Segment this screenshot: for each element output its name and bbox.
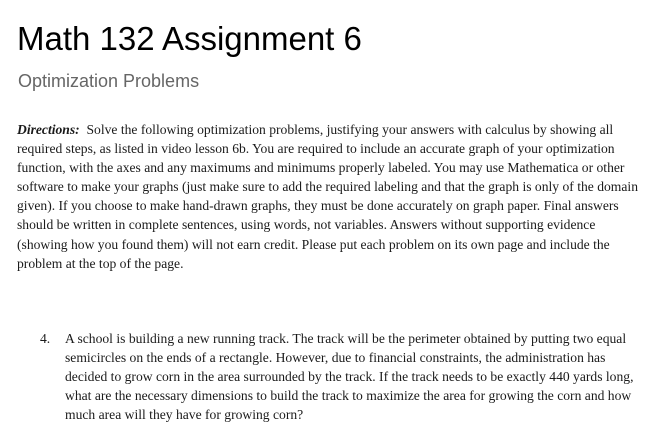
problem-text: A school is building a new running track. The track will be the perimeter obtained by putting two equal semicircles on the ends of a rectangle. However, due to financial constraints, the administration has decided to grow corn in the area surrounded by the track. If the track needs to be exactly 440 yards long, what are the necessary dimensions to build the track to maximize the area for growing the corn and how much area will they have for growing corn? [65, 331, 634, 423]
problem-number: 4. [40, 331, 51, 346]
page-title: Math 132 Assignment 6 [17, 20, 362, 57]
directions-text: Solve the following optimization problems, justifying your answers with calculus by showing all required steps, as listed in video lesson 6b. You are required to include an accurate graph of your optimization function, with the axes and any maximums and minimums properly labeled. You may use Mathematica or other software to make your graphs (just make sure to add the required labeling and that the graph is only of the domain given). If you choose to make hand-drawn graphs, they must be done accurately on graph paper. Final answers should be written in complete sentences, using words, not variables. Answers without supporting evidence (showing how you found them) will not earn credit. Please put each problem on its own page and include the problem at the top of the page. [17, 122, 638, 271]
page-subtitle: Optimization Problems [18, 71, 200, 91]
problem-item [40, 329, 643, 424]
directions-label: Directions: [17, 122, 80, 137]
directions-paragraph [17, 120, 643, 273]
